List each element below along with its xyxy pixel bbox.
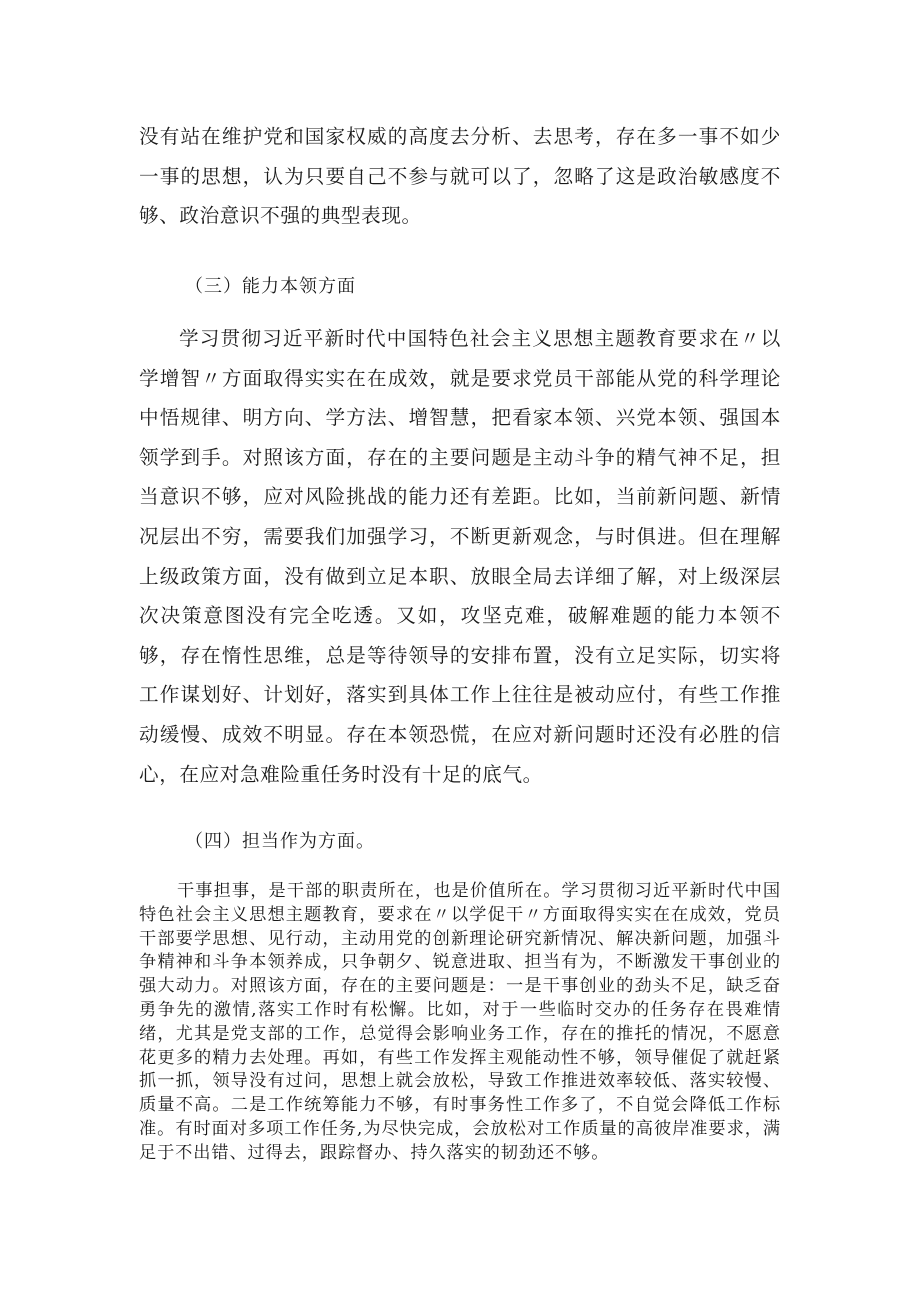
paragraph-responsibility: 干事担事，是干部的职责所在，也是价值所在。学习贯彻习近平新时代中国特色社会主义思想主题教育，要求在〃以学促干〃方面取得实实在在成效，党员干部要学思想、见行动，主动用党的创新理论研究新情况、解决新问题，加强斗争精神和斗争本领养成，只争朝夕、锐意进取、担当有为，不断激发干事创业的强大动力。对照该方面，存在的主要问题是：一是干事创业的劲头不足，缺乏奋勇争先的激情,落实工作时有松懈。比如，对于一些临时交办的任务存在畏难情绪，尤其是党支部的工作，总觉得会影响业务工作，存在的推托的情况，不愿意花更多的精力去处理。再如，有些工作发挥主观能动性不够，领导催促了就赶紧抓一抓，领导没有过问，思想上就会放松，导致工作推进效率较低、落实较慢、质量不高。二是工作统筹能力不够，有时事务性工作多了，不自觉会降低工作标准。有时面对多项工作任务,为尽快完成，会放松对工作质量的高彼岸准要求，满足于不出错、过得去，跟踪督办、持久落实的韧劲还不够。 xyxy=(139,881,781,1163)
section-heading-ability: （三）能力本领方面 xyxy=(185,276,356,297)
paragraph-ability: 学习贯彻习近平新时代中国特色社会主义思想主题教育要求在〃以学增智〃方面取得实实在在成效，就是要求党员干部能从党的科学理论中悟规律、明方向、学方法、增智慧，把看家本领、兴党本领、强国本领学到手。对照该方面，存在的主要问题是主动斗争的精气神不足，担当意识不够，应对风险挑战的能力还有差距。比如，当前新问题、新情况层出不穷，需要我们加强学习，不断更新观念，与时俱进。但在理解上级政策方面，没有做到立足本职、放眼全局去详细了解，对上级深层次决策意图没有完全吃透。又如，攻坚克难，破解难题的能力本领不够，存在惰性思维，总是等待领导的安排布置，没有立足实际，切实将工作谋划好、计划好，落实到具体工作上往往是被动应付，有些工作推动缓慢、成效不明显。存在本领恐慌，在应对新问题时还没有必胜的信心，在应对急难险重任务时没有十足的底气。 xyxy=(139,327,781,786)
paragraph-political-awareness: 没有站在维护党和国家权威的高度去分析、去思考，存在多一事不如少一事的思想，认为只要自己不参与就可以了，忽略了这是政治敏感度不够、政治意识不强的典型表现。 xyxy=(139,125,781,228)
section-heading-responsibility: （四）担当作为方面。 xyxy=(185,831,375,852)
